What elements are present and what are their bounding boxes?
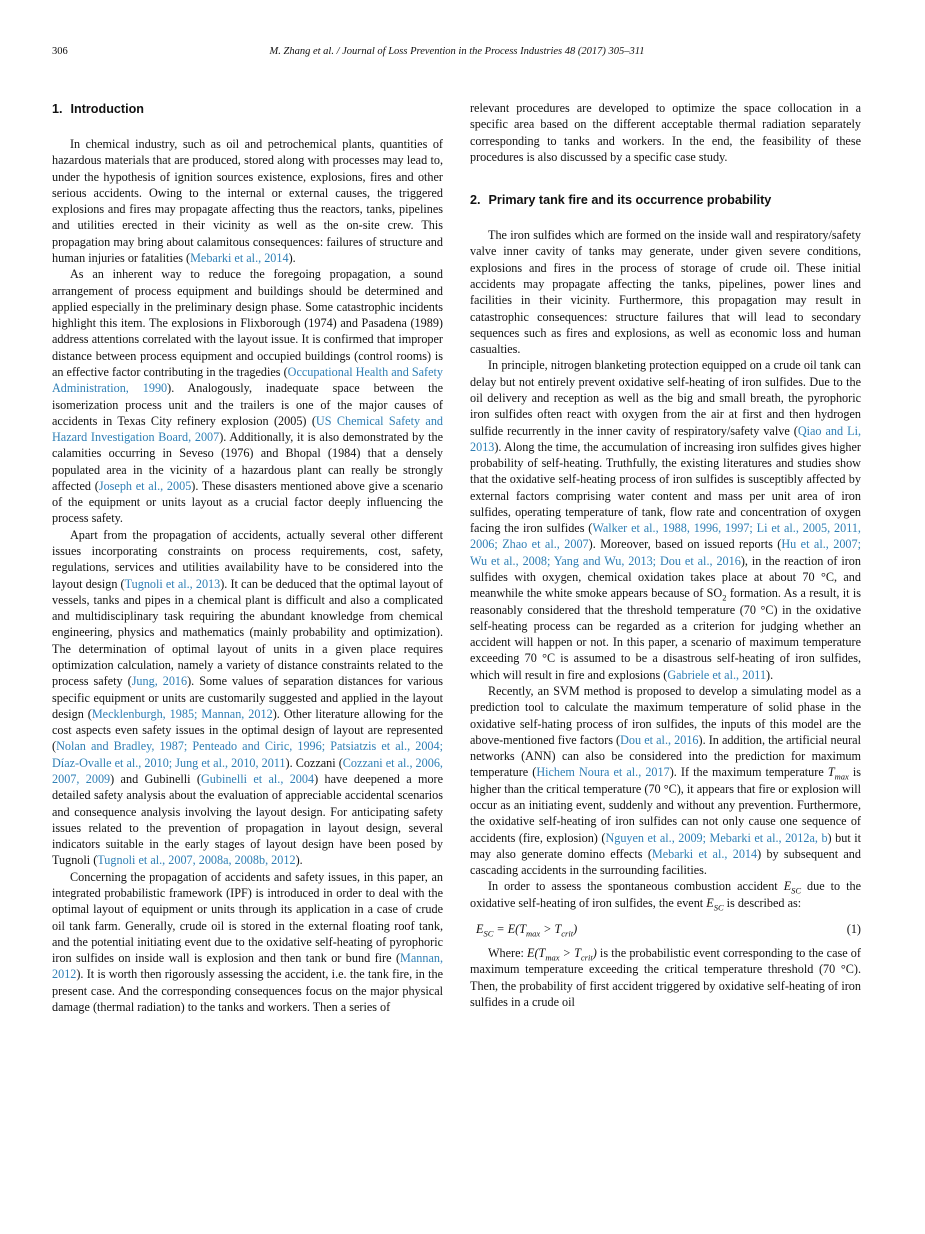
section2-paragraph-2 — [470, 357, 861, 683]
math-symbol: ) — [592, 945, 597, 960]
equation-number: (1) — [846, 921, 861, 936]
paragraph-text: due to the oxidative self-heating of iron sulfides, the event — [470, 879, 862, 910]
section-heading-primary-tank-fire — [470, 191, 861, 209]
equation-part: ) — [573, 921, 578, 936]
paragraph-text: ). Along the time, the accumulation of increasing iron sulfides gives higher probability of self-heating. Truthfully, the existing literatures and studies show that the oxidative self-heating process of iron sulfides is susceptibly affected by external factors comprising water content and mass per unit area of iron sulfides, operating temperature of tank, flow rate and concentration of oxygen facing the iron sulfides ( — [470, 439, 861, 536]
citation-link[interactable]: Dou et al., 2016 — [620, 732, 699, 747]
section-title: Primary tank fire and its occurrence probability — [488, 193, 772, 208]
paragraph-text: ). It is worth then rigorously assessing the accident, i.e. the tank fire, in the present case. And the corresponding consequences focus on the major physical damage (thermal radiation) to the tanks and workers. Then a series of — [52, 967, 443, 1014]
math-symbol: E — [783, 879, 792, 894]
intro-paragraph-continued: relevant procedures are developed to optimize the space collocation in a specific area based on the different acceptable thermal radiation separately corresponding to tanks and workers. In the end, the feasibility of these procedures is also discussed by a specific case study. — [470, 101, 861, 164]
paragraph-text: ). — [295, 853, 303, 868]
citation-link[interactable]: Hichem Noura et al., 2017 — [536, 765, 670, 780]
subscript: crit — [561, 928, 574, 939]
paragraph-text: ). Cozzani ( — [285, 755, 343, 770]
subscript: SC — [713, 902, 724, 913]
right-column — [470, 100, 861, 1010]
intro-paragraph-1 — [52, 136, 443, 266]
paragraph-text: ) by subsequent and cascading accidents in the surrounding facilities. — [470, 846, 861, 878]
subscript: max — [525, 928, 541, 939]
section-number: 2. — [470, 193, 481, 208]
subscript: crit — [580, 952, 593, 963]
paragraph-text: ). — [766, 667, 774, 682]
math-symbol: > T — [559, 945, 581, 960]
paragraph-text: Where: — [488, 945, 528, 960]
paragraph-text: Recently, an SVM method is proposed to develop a simulating model as a prediction tool to calculate the maximum temperature of solid phase in the oxidative self-hating process of iron sulfides, the inputs of this model are the above-mentioned five factors ( — [470, 684, 861, 747]
paragraph-text: ), in the reaction of iron sulfides with oxygen, chemical oxidation takes place at about 70 °C, and meanwhile the white smoke appears because of SO — [470, 553, 861, 601]
citation-link[interactable]: Occupational Health and Safety Administration, 1990 — [52, 364, 443, 396]
paragraph-text: ). Additionally, it is also demonstrated by the calamities occurring in Seveso (1976) and Bhopal (1984) that a densely populated area in the vicinity of a hazardous plant can really be strongly affected ( — [52, 430, 443, 493]
section-number: 1. — [52, 102, 63, 116]
section-title: Introduction — [70, 102, 144, 116]
citation-link[interactable]: US Chemical Safety and Hazard Investigation Board, 2007 — [52, 413, 444, 445]
paragraph-text: ). Some values of separation distances for various specific equipment or units are customarily suggested and applied in the layout design ( — [52, 674, 444, 721]
intro-paragraph-2 — [52, 266, 443, 527]
citation-link[interactable]: Walker et al., 1988, 1996, 1997; Li et al., 2005, 2011, 2006; Zhao et al., 2007 — [470, 521, 861, 552]
subscript: SC — [791, 885, 802, 896]
paragraph-text: In principle, nitrogen blanketing protection equipped on a crude oil tank can delay but not entirely prevent oxidative self-heating of iron sulfides. Due to the oil delivery and reception as well as the big and small breath, the pyrophoric iron sulfides often react with oxygen from the air at first and then hydrogen sulfide recurrently in the inner cavity of respiratory/safety valve ( — [470, 358, 861, 438]
section2-paragraph-4 — [470, 878, 861, 911]
citation-link[interactable]: Cozzani et al., 2006, 2007, 2009 — [52, 755, 443, 786]
paragraph-text: is the probabilistic event corresponding to the case of maximum temperature exceeding the critical temperature threshold (70 °C). Then, the probability of first accident triggered by oxidative self-heating of iron sulfides in a crude oil — [470, 945, 861, 1009]
citation-link[interactable]: Nguyen et al., 2009; Mebarki et al., 2012a, b — [605, 830, 828, 845]
paragraph-text: ). Other literature allowing for the cost aspects even safety issues in the optimal design of layout are represented ( — [52, 706, 443, 754]
citation-link[interactable]: Hu et al., 2007; Wu et al., 2008; Yang and Wu, 2013; Dou et al., 2016 — [470, 537, 861, 568]
citation-link[interactable]: Mecklenburgh, 1985; Mannan, 2012 — [91, 706, 273, 721]
paragraph-text: ). Analogously, inadequate space between the isomerization process unit and the trailers is one of the major causes of accidents in Texas City refinery explosion (2005) ( — [52, 381, 443, 428]
paragraph-text: ). These disasters mentioned above give a scenario of the equipment or units layout as a crucial factor deeply influencing the process safety. — [52, 478, 443, 526]
intro-paragraph-3 — [52, 527, 443, 869]
citation-link[interactable]: Gubinelli et al., 2004 — [200, 771, 315, 786]
subscript: 2 — [722, 592, 727, 603]
paragraph-text: ). It can be deduced that the optimal layout of vessels, tanks and pipes in a chemical plant is difficult and also a complicated and multidisciplinary task requiring the abundant knowledge from chemical engineering, physics and mathematics (mainly probability and optimization). The determination of optimal layout of units in a given place requires optimization calculation, namely a variety of distance constraints related to the process safety ( — [52, 576, 443, 689]
paragraph-text: As an inherent way to reduce the foregoing propagation, a sound arrangement of process equipment and buildings should be determined and applied especially in the preliminary design phase. Some catastrophic incidents highlight this item. The explosions in Flixborough (1974) and Pasadena (1989) address attentions correlated with the layout issue. It is confirmed that improper distance between process equipment and occupied buildings (control rooms) is an effective factor contributing in the tragedies ( — [52, 267, 443, 379]
equation-part: > T — [540, 921, 562, 936]
citation-link[interactable]: Mebarki et al., 2014 — [651, 846, 758, 861]
page-number: 306 — [52, 46, 68, 57]
section2-paragraph-5 — [470, 945, 861, 1010]
running-title: M. Zhang et al. / Journal of Loss Prevention in the Process Industries 48 (2017) 305–311 — [269, 46, 645, 57]
section-heading-introduction — [52, 100, 443, 118]
running-header — [52, 44, 862, 60]
equation-part: E — [476, 921, 484, 936]
citation-link[interactable]: Nolan and Bradley, 1987; Penteado and Ciric, 1996; Patsiatzis et al., 2004; Díaz-Ovalle et al., 2010; Jung et al., 2010, 2011 — [52, 739, 443, 770]
section2-paragraph-3 — [470, 683, 861, 878]
paragraph-text: is higher than the critical temperature (70 °C), it appears that fire or explosion will occur as an initiating event, suddenly and without any prevention. Furthermore, the oxidative self-heating of iron sulfides can not only cause one sequence of accidents (fire, explosion) ( — [470, 765, 861, 845]
subscript: SC — [483, 928, 494, 939]
paragraph-text: ) have deepened a more detailed safety analysis about the evaluation of appreciable accidental scenarios and consequence analysis involving the layout design. For anticipating safety issues related to the prevention of propagation in layout design, several indicators suitable in the early stages of layout design have been posed by Tugnoli ( — [52, 771, 444, 868]
citation-link[interactable]: Jung, 2016 — [131, 674, 188, 689]
intro-paragraph-4 — [52, 869, 443, 1016]
citation-link[interactable]: Tugnoli et al., 2013 — [124, 576, 221, 591]
paragraph-text: ). Moreover, based on issued reports ( — [588, 537, 782, 552]
subscript: max — [834, 771, 849, 782]
paragraph-text: Concerning the propagation of accidents and safety issues, in this paper, an integrated probabilistic framework (IPF) is introduced in order to deal with the optimal layout of equipment or units through its application in a case of crude oil tank farm. Generally, crude oil is stored in the external floating roof tank, and the potential initiating event due to the oxidative self-heating of pyrophoric iron sulfides on inside wall is explosion and then tank or bund fire ( — [52, 869, 443, 966]
math-symbol: E(T — [527, 945, 546, 960]
citation-link[interactable]: Joseph et al., 2005 — [98, 478, 192, 493]
citation-link[interactable]: Mannan, 2012 — [52, 951, 443, 982]
paragraph-text: formation. As a result, it is reasonably considered that the threshold temperature (70 °C) in the oxidative self-heating process can be regarded as a criterion for judging whether an accident will happen or not. In this paper, a scenario of maximum temperature exceeding 70 °C is assumed to be a disastrous self-heating of iron sulfides, which will result in fire and explosions ( — [470, 586, 861, 682]
paragraph-text: In chemical industry, such as oil and petrochemical plants, quantities of hazardous materials that are produced, stored along with processes may lead to, under the hypothesis of ignition sources existence, explosions, fires and other serious accidents. Owing to the internal or external causes, the triggered explosions and fires may propagate affecting thus the reactors, tanks, pipelines and utilities erected in their vicinity as well as the on-site crew. This propagation may bring about calamitous consequences: failures of structure and human injuries or fatalities ( — [52, 137, 443, 265]
subscript: max — [545, 952, 560, 963]
equation-1 — [470, 917, 861, 941]
citation-link[interactable]: Mebarki et al., 2014 — [190, 250, 289, 265]
paragraph-text: is described as: — [723, 895, 802, 910]
paragraph-text: ). — [288, 250, 296, 265]
equation-expression — [476, 917, 577, 941]
paragraph-text: ) but it may also generate domino effects ( — [470, 830, 861, 861]
citation-link[interactable]: Gabriele et al., 2011 — [667, 667, 767, 682]
paragraph-text: ). In addition, the artificial neural networks (ANN) can also be considered into the prediction for maximum temperature ( — [470, 732, 861, 780]
paragraph-text: In order to assess the spontaneous combustion accident — [488, 879, 784, 894]
citation-link[interactable]: Qiao and Li, 2013 — [470, 423, 862, 454]
equation-part: = E(T — [493, 921, 526, 936]
paragraph-text: Apart from the propagation of accidents, actually several other different issues incorporating constraints on process requirements, cost, safety, regulations, services and utilities availability have to be considered into the layout design ( — [52, 527, 443, 591]
left-column — [52, 100, 443, 1015]
paragraph-text: ). If the maximum temperature — [669, 765, 828, 780]
section2-paragraph-1: The iron sulfides which are formed on the inside wall and respiratory/safety valve inner cavity of tanks may generate, under given severe conditions, explosions and fires in the process of storage of crude oil. These initial accidents may propagate affecting the tanks, pipelines, power lines and facilities in their vicinity. Furthermore, this propagation may result in catastrophic consequences: structure failures that will lead to secondary sequences such as fires and explosions, as well as economic loss and human casualties. — [470, 228, 861, 357]
paragraph-text: ) and Gubinelli ( — [110, 771, 201, 786]
citation-link[interactable]: Tugnoli et al., 2007, 2008a, 2008b, 2012 — [97, 853, 296, 868]
math-symbol: T — [827, 765, 835, 780]
math-symbol: E — [706, 895, 714, 910]
